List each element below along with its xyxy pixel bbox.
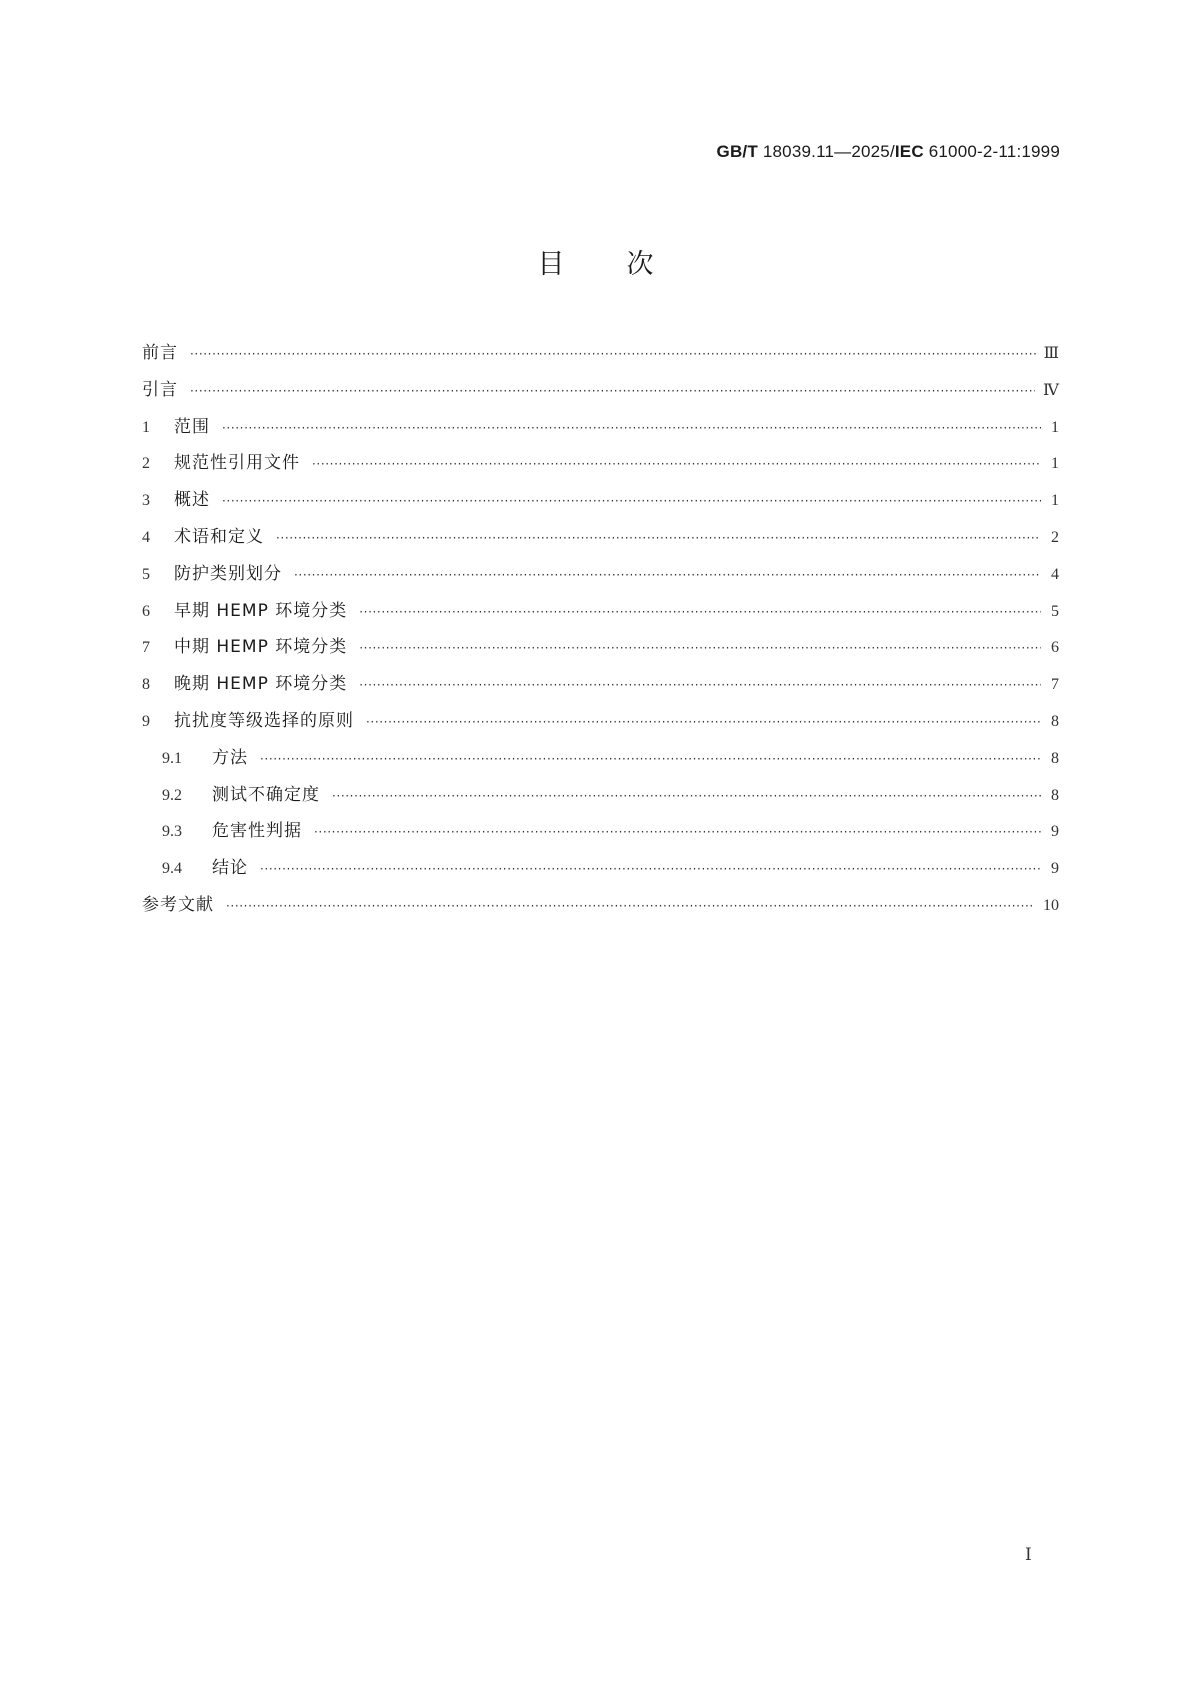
toc-entry-number: 9.3 <box>162 823 182 841</box>
toc-entry-3[interactable] <box>142 485 1059 522</box>
toc-entry-page: 1 <box>1051 455 1059 473</box>
toc-leader-dots <box>314 825 1041 839</box>
toc-entry-4[interactable] <box>142 522 1059 559</box>
toc-leader-dots <box>294 568 1041 582</box>
toc-leader-dots <box>332 789 1041 803</box>
toc-leader-dots <box>222 494 1041 508</box>
toc-entry-number: 9 <box>142 712 150 730</box>
toc-entry-number: 5 <box>142 565 150 583</box>
standard-number: 18039.11—2025/ <box>757 142 895 161</box>
toc-entry-title: 中期 HEMP 环境分类 <box>174 637 348 658</box>
toc-entry-page: 8 <box>1051 786 1059 804</box>
toc-entry-title: 测试不确定度 <box>212 784 320 805</box>
toc-entry-number: 3 <box>142 492 150 510</box>
toc-entry-page: 5 <box>1051 602 1059 620</box>
toc-leader-dots <box>260 862 1041 876</box>
toc-entry-number: 2 <box>142 455 150 473</box>
toc-entry-page: 1 <box>1051 492 1059 510</box>
toc-entry-title: 晚期 HEMP 环境分类 <box>174 674 348 695</box>
toc-leader-dots <box>359 641 1041 655</box>
toc-leader-dots <box>190 384 1035 398</box>
toc-entry-page: 2 <box>1051 528 1059 546</box>
toc-leader-dots <box>226 899 1035 913</box>
toc-leader-dots <box>359 678 1041 692</box>
toc-entry-page: 7 <box>1051 676 1059 694</box>
toc-entry-number: 9.2 <box>162 786 182 804</box>
standard-code: GB/T <box>716 142 758 161</box>
toc-leader-dots <box>312 457 1041 471</box>
toc-entry-page: 10 <box>1043 896 1059 914</box>
toc-entry-page: 8 <box>1051 712 1059 730</box>
toc-entry-title: 抗扰度等级选择的原则 <box>174 710 354 731</box>
toc-entry-8[interactable] <box>142 669 1059 706</box>
toc-entry-title: 前言 <box>142 343 178 363</box>
toc-entry-page: 6 <box>1051 639 1059 657</box>
toc-entry-number: 4 <box>142 528 150 546</box>
iec-code: IEC <box>894 142 924 161</box>
toc-entry-9-1[interactable] <box>142 743 1059 780</box>
toc-entry-title: 防护类别划分 <box>174 563 282 584</box>
toc-entry-7[interactable] <box>142 632 1059 669</box>
toc-leader-dots <box>222 421 1041 435</box>
page-title <box>0 242 1191 281</box>
toc-entry-page: 9 <box>1051 823 1059 841</box>
toc-entry-9-2[interactable] <box>142 780 1059 817</box>
toc-entry-9[interactable] <box>142 706 1059 743</box>
toc-entry-number: 9.1 <box>162 749 182 767</box>
toc-entry-title: 范围 <box>174 416 210 437</box>
toc-leader-dots <box>190 347 1036 361</box>
toc-entry-number: 9.4 <box>162 860 182 878</box>
toc-entry-title: 引言 <box>142 379 178 400</box>
toc-entry-page: Ⅳ <box>1043 381 1059 399</box>
page-title-char-1: 目 <box>537 249 565 280</box>
toc-entry-page: 4 <box>1051 565 1059 583</box>
toc-entry-title: 危害性判据 <box>212 821 302 842</box>
page-number: Ⅰ <box>1025 1545 1032 1564</box>
toc-entry-number: 8 <box>142 676 150 694</box>
iec-number: 61000-2-11:1999 <box>923 142 1060 161</box>
toc-entry-title: 术语和定义 <box>174 526 264 547</box>
toc-entry-2[interactable] <box>142 448 1059 485</box>
toc-entry-1[interactable] <box>142 412 1059 449</box>
toc-leader-dots <box>366 715 1041 729</box>
toc-leader-dots <box>260 752 1041 766</box>
toc-entry-9-4[interactable] <box>142 853 1059 890</box>
toc-entry-page: 8 <box>1051 749 1059 767</box>
toc-entry-page: 1 <box>1051 418 1059 436</box>
page-title-char-2: 次 <box>626 249 654 280</box>
toc-entry-title: 概述 <box>174 490 210 511</box>
table-of-contents <box>142 338 1059 927</box>
toc-entry-5[interactable] <box>142 559 1059 596</box>
toc-entry-title: 早期 HEMP 环境分类 <box>174 600 348 621</box>
toc-entry-bibliography[interactable] <box>142 890 1059 927</box>
toc-entry-6[interactable] <box>142 596 1059 633</box>
standard-number-header <box>717 142 1060 162</box>
toc-entry-title: 方法 <box>212 747 248 768</box>
toc-entry-title: 结论 <box>212 858 248 879</box>
toc-leader-dots <box>359 605 1041 619</box>
toc-entry-page: 9 <box>1051 860 1059 878</box>
toc-entry-page: Ⅲ <box>1043 345 1059 362</box>
toc-entry-number: 6 <box>142 602 150 620</box>
toc-leader-dots <box>276 531 1041 545</box>
toc-entry-number: 1 <box>142 418 150 436</box>
toc-entry-title: 规范性引用文件 <box>174 453 300 474</box>
toc-entry-introduction[interactable] <box>142 375 1059 412</box>
toc-entry-title: 参考文献 <box>142 894 214 915</box>
toc-entry-9-3[interactable] <box>142 816 1059 853</box>
toc-entry-foreword[interactable] <box>142 338 1059 375</box>
toc-entry-number: 7 <box>142 639 150 657</box>
